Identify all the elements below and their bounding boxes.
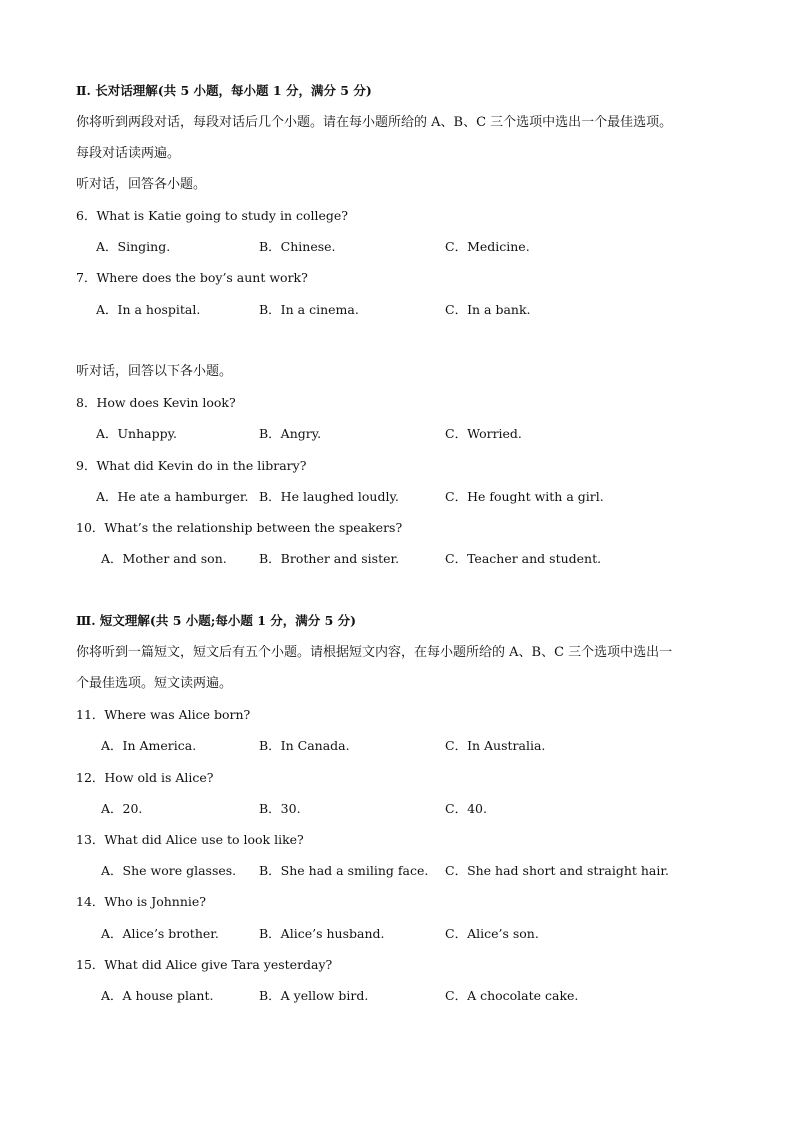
section3-instruction-line2: 个最佳选项。短文读两遍。 (76, 676, 233, 691)
option-a[interactable]: A．In a hospital. (96, 302, 201, 317)
option-b[interactable]: B．In Canada. (259, 738, 350, 753)
question-stem: 9．What did Kevin do in the library? (76, 458, 307, 473)
option-b[interactable]: B．A yellow bird. (259, 988, 369, 1003)
option-b[interactable]: B．Alice’s husband. (259, 926, 385, 941)
question-stem: 14．Who is Johnnie? (76, 894, 206, 909)
question-stem: 8．How does Kevin look? (76, 395, 236, 410)
option-b[interactable]: B．Brother and sister. (259, 551, 400, 566)
question-stem: 13．What did Alice use to look like? (76, 832, 304, 847)
option-c[interactable]: C．Teacher and student. (445, 551, 602, 566)
option-a[interactable]: A．A house plant. (101, 988, 214, 1003)
section2-instruction-line2: 每段对话读两遍。 (76, 146, 181, 161)
option-a[interactable]: A．Mother and son. (101, 551, 227, 566)
dialog1-intro: 听对话，回答各小题。 (76, 177, 207, 192)
option-a[interactable]: A．In America. (101, 738, 197, 753)
question-stem: 12．How old is Alice? (76, 770, 214, 785)
option-b[interactable]: B．In a cinema. (259, 302, 359, 317)
option-a[interactable]: A．He ate a hamburger. (96, 489, 249, 504)
option-c[interactable]: C．Medicine. (445, 239, 530, 254)
option-b[interactable]: B．She had a smiling face. (259, 863, 429, 878)
section2-instruction-line1: 你将听到两段对话，每段对话后几个小题。请在每小题所给的 A、B、C 三个选项中选出一个最佳选项。 (76, 115, 673, 130)
section2-heading: Ⅱ. 长对话理解(共 5 小题，每小题 1 分，满分 5 分) (76, 83, 372, 98)
dialog2-intro: 听对话，回答以下各小题。 (76, 364, 233, 379)
option-c[interactable]: C．In Australia. (445, 738, 546, 753)
option-b[interactable]: B．Chinese. (259, 239, 336, 254)
question-stem: 11．Where was Alice born? (76, 707, 251, 722)
question-stem: 15．What did Alice give Tara yesterday? (76, 957, 333, 972)
question-stem: 6．What is Katie going to study in college? (76, 208, 349, 223)
option-c[interactable]: C．She had short and straight hair. (445, 863, 669, 878)
option-a[interactable]: A．Singing. (96, 239, 171, 254)
option-b[interactable]: B．Angry. (259, 426, 322, 441)
option-a[interactable]: A．Unhappy. (96, 426, 177, 441)
option-a[interactable]: A．She wore glasses. (101, 863, 237, 878)
option-c[interactable]: C．Worried. (445, 426, 522, 441)
section3-instruction-line1: 你将听到一篇短文，短文后有五个小题。请根据短文内容，在每小题所给的 A、B、C 三个选项中选出一 (76, 645, 673, 660)
option-c[interactable]: C．In a bank. (445, 302, 531, 317)
option-a[interactable]: A．20. (101, 801, 143, 816)
option-b[interactable]: B．He laughed loudly. (259, 489, 399, 504)
section3-heading: Ⅲ. 短文理解(共 5 小题;每小题 1 分，满分 5 分) (76, 613, 357, 628)
option-c[interactable]: C．40. (445, 801, 487, 816)
option-c[interactable]: C．Alice’s son. (445, 926, 539, 941)
option-a[interactable]: A．Alice’s brother. (101, 926, 219, 941)
option-b[interactable]: B．30. (259, 801, 301, 816)
option-c[interactable]: C．He fought with a girl. (445, 489, 604, 504)
option-c[interactable]: C．A chocolate cake. (445, 988, 579, 1003)
question-stem: 10．What’s the relationship between the speakers? (76, 520, 403, 535)
question-stem: 7．Where does the boy’s aunt work? (76, 270, 308, 285)
